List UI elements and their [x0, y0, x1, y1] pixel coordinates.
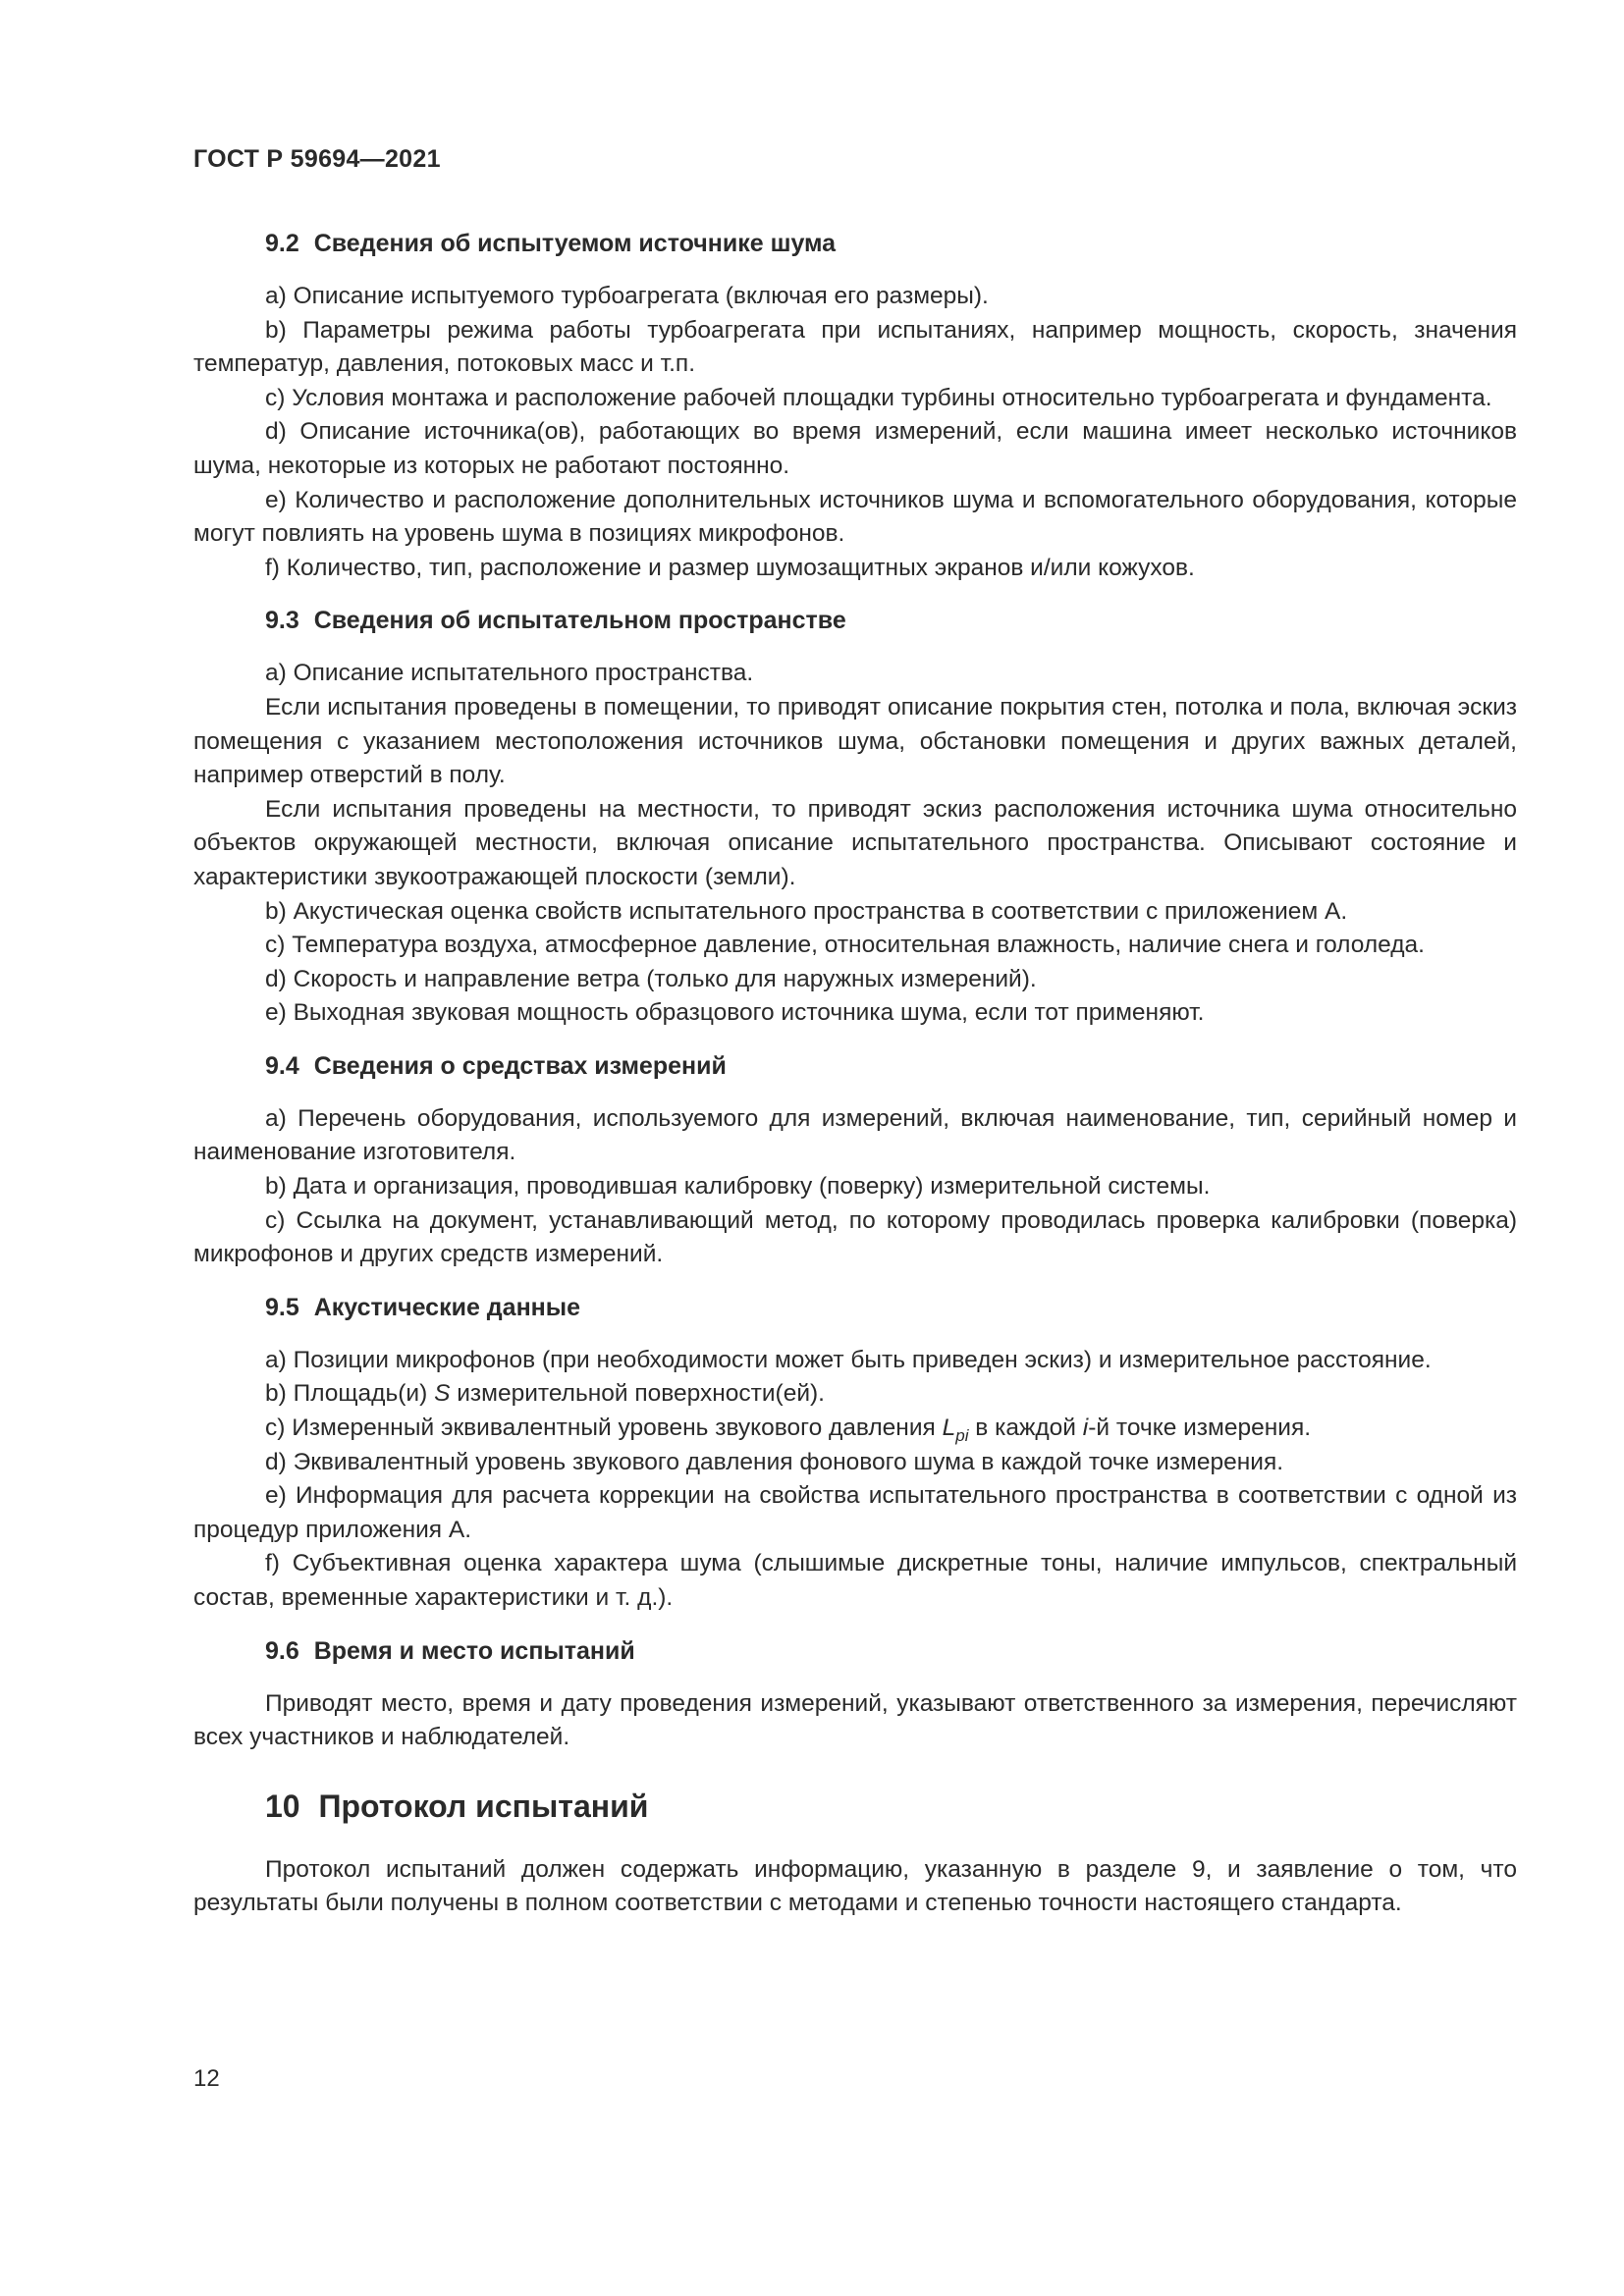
section-number: 9.3 — [265, 607, 299, 635]
document-page — [193, 147, 1517, 1921]
text-fragment: -й точке измерения. — [1088, 1415, 1312, 1442]
paragraph: b) Акустическая оценка свойств испытательного пространства в соответствии с приложением А. — [265, 897, 1348, 925]
section-title-text: Сведения об испытуемом источнике шума — [313, 230, 837, 257]
section-title-text: Сведения о средствах измерений — [313, 1051, 727, 1080]
paragraph: b) Дата и организация, проводившая калибровку (поверку) измерительной системы. — [265, 1173, 1211, 1201]
section-number: 9.6 — [265, 1636, 299, 1665]
paragraph: a) Описание испытуемого турбоагрегата (включая его размеры). — [265, 283, 989, 309]
text-fragment: в каждой — [968, 1415, 1083, 1442]
page-number: 12 — [193, 2065, 220, 2092]
paragraph: Приводят место, время и дату проведения измерений, указывают ответственного за измерения, перечисляют всех участников и наблюдателей. — [193, 1689, 1517, 1751]
text-fragment: c) Измеренный эквивалентный уровень звукового давления — [265, 1415, 943, 1442]
paragraph: Если испытания проведены на местности, то приводят эскиз расположения источника шума относительно объектов окружающей местности, включая описание испытательного пространства. Описывают состояние и характеристики звукоотражающей плоскости (земли). — [193, 795, 1517, 890]
paragraph: e) Выходная звуковая мощность образцового источника шума, если тот применяют. — [265, 999, 1205, 1027]
chapter-number: 10 — [265, 1788, 300, 1824]
section-9-2-title — [265, 227, 1517, 260]
paragraph: e) Информация для расчета коррекции на свойства испытательного пространства в соответствии с одной из процедур приложения А. — [193, 1482, 1517, 1543]
text-fragment: измерительной поверхности(ей). — [450, 1380, 825, 1408]
chapter-title-text: Протокол испытаний — [318, 1788, 649, 1824]
section-10 — [193, 1787, 1517, 1921]
section-number: 9.5 — [265, 1293, 299, 1321]
paragraph: a) Перечень оборудования, используемого для измерений, включая наименование, тип, серийный номер и наименование изготовителя. — [193, 1104, 1517, 1166]
paragraph: d) Скорость и направление ветра (только для наружных измерений). — [265, 965, 1037, 992]
symbol-i: i — [1082, 1415, 1089, 1442]
paragraph: f) Субъективная оценка характера шума (слышимые дискретные тоны, наличие импульсов, спектральный состав, временные характеристики и т. д.). — [193, 1550, 1517, 1611]
paragraph: f) Количество, тип, расположение и размер шумозащитных экранов и/или кожухов. — [265, 554, 1195, 581]
symbol-l-subscript: pi — [955, 1426, 969, 1446]
paragraph: c) Условия монтажа и расположение рабочей площадки турбины относительно турбоагрегата и фундамента. — [265, 384, 1492, 411]
section-9-6-title — [265, 1634, 1517, 1668]
paragraph: d) Описание источника(ов), работающих во время измерений, если машина имеет несколько источников шума, некоторые из которых не работают постоянно. — [193, 418, 1517, 479]
section-number: 9.2 — [265, 230, 299, 257]
section-9-4-title — [265, 1049, 1517, 1083]
section-9-2 — [193, 227, 1517, 604]
chapter-10-title — [265, 1787, 1517, 1826]
text-fragment: b) Площадь(и) — [265, 1380, 435, 1408]
paragraph: e) Количество и расположение дополнительных источников шума и вспомогательного оборудования, которые могут повлиять на уровень шума в позициях микрофонов. — [193, 486, 1517, 548]
paragraph: Протокол испытаний должен содержать информацию, указанную в разделе 9, и заявление о том, что результаты были получены в полном соответствии с методами и степенью точности настоящего стандарта. — [193, 1855, 1517, 1917]
section-title-text: Время и место испытаний — [313, 1636, 635, 1665]
section-9-6 — [193, 1634, 1517, 1755]
paragraph: Если испытания проведены в помещении, то приводят описание покрытия стен, потолка и пола, включая эскиз помещения с указанием местоположения источников шума, обстановки помещения и других важных деталей, например отверстий в полу. — [193, 693, 1517, 789]
paragraph — [193, 1412, 1517, 1446]
section-9-3 — [193, 604, 1517, 1049]
section-title-text: Акустические данные — [313, 1293, 581, 1321]
section-number: 9.4 — [265, 1051, 299, 1080]
paragraph: c) Ссылка на документ, устанавливающий метод, по которому проводилась проверка калибровки (поверка) микрофонов и других средств измерений. — [193, 1206, 1517, 1268]
section-9-4 — [193, 1049, 1517, 1291]
paragraph: b) Параметры режима работы турбоагрегата при испытаниях, например мощность, скорость, значения температур, давления, потоковых масс и т.п. — [193, 316, 1517, 378]
section-9-3-title — [265, 604, 1517, 637]
section-9-5-title — [265, 1291, 1517, 1324]
paragraph — [193, 1377, 1517, 1412]
symbol-l: L — [942, 1415, 956, 1442]
paragraph: d) Эквивалентный уровень звукового давления фонового шума в каждой точке измерения. — [265, 1448, 1284, 1475]
paragraph: a) Позиции микрофонов (при необходимости может быть приведен эскиз) и измерительное расстояние. — [265, 1346, 1432, 1373]
section-9-5 — [193, 1291, 1517, 1634]
section-title-text: Сведения об испытательном пространстве — [313, 607, 846, 635]
document-code-header: ГОСТ Р 59694—2021 — [193, 145, 441, 173]
symbol-s: S — [434, 1380, 451, 1408]
paragraph: a) Описание испытательного пространства. — [265, 660, 754, 687]
paragraph: c) Температура воздуха, атмосферное давление, относительная влажность, наличие снега и гололеда. — [265, 932, 1425, 959]
